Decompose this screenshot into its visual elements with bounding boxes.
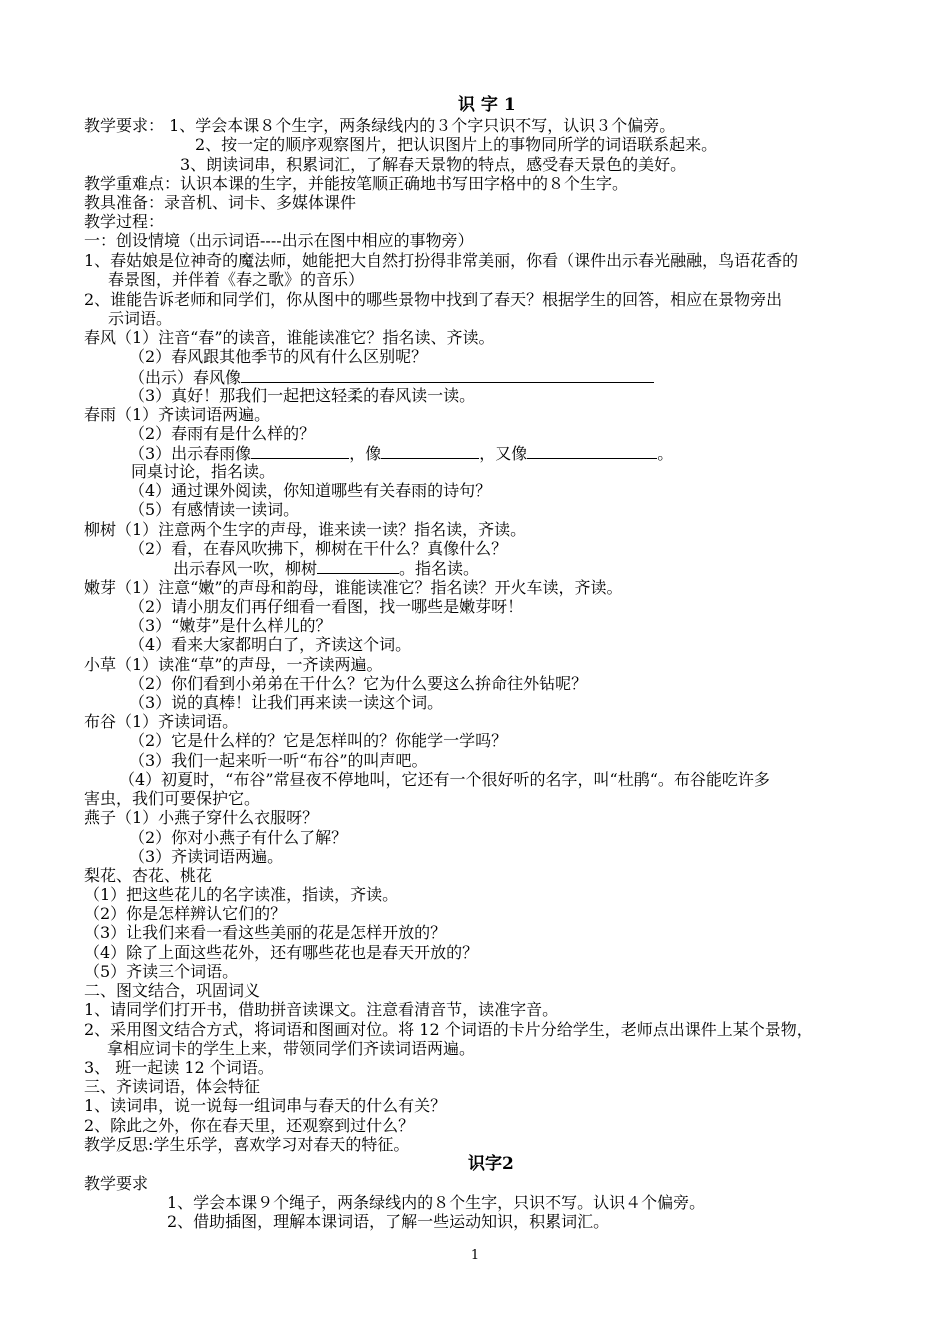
liushu-item-2: （2）看，在春风吹拂下，柳树在干什么？真像什么？ <box>129 539 508 558</box>
chunfeng-item-1: 春风（1）注音“春”的读音，谁能读准它？指名读、齐读。 <box>84 328 495 347</box>
chunyu-item-discussion: 同桌讨论，指名读。 <box>131 462 276 481</box>
section-2-item-1: 1、请同学们打开书，借助拼音读课文。注意看清音节，读准字音。 <box>84 1000 559 1019</box>
yanzi-item-3: （3）齐读词语两遍。 <box>129 847 284 866</box>
section-1-para-2-cont: 示词语。 <box>108 309 173 328</box>
chunyu-item-4: （4）通过课外阅读，你知道哪些有关春雨的诗句？ <box>129 481 492 500</box>
teaching-requirement-2: 2、按一定的顺序观察图片，把认识图片上的事物同所学的词语联系起来。 <box>195 135 718 154</box>
liushu-fill-end: 。指名读。 <box>399 559 480 578</box>
flowers-item-1: （1）把这些花儿的名字读准，指读，齐读。 <box>84 885 399 904</box>
chunyu-item-5: （5）有感情读一读词。 <box>129 500 300 519</box>
chunyu-fill-prompt: （3）出示春雨像 <box>129 444 252 463</box>
key-difficult-points: 教学重难点：认识本课的生字，并能按笔顺正确地书写田字格中的８个生字。 <box>84 174 629 193</box>
yanzi-item-2: （2）你对小燕子有什么了解？ <box>129 828 348 847</box>
bugu-item-3: （3）我们一起来听一听“布谷”的叫声吧。 <box>129 751 428 770</box>
chunfeng-item-4: （3）真好！那我们一起把这轻柔的春风读一读。 <box>129 386 476 405</box>
chunfeng-fill-prompt: （出示）春风像 <box>129 368 242 387</box>
yanzi-item-1: 燕子（1）小燕子穿什么衣服呀？ <box>84 808 319 827</box>
bugu-item-4: （4）初夏时，“布谷”常昼夜不停地叫，它还有一个很好听的名字，叫“杜鹃“。布谷能吃许多 <box>119 770 770 789</box>
fill-blank <box>251 443 349 459</box>
nenya-item-4: （4）看来大家都明白了，齐读这个词。 <box>129 635 412 654</box>
fill-blank <box>527 443 657 459</box>
nenya-item-3: （3）“嫩芽”是什么样儿的？ <box>129 616 332 635</box>
bugu-item-2: （2）它是什么样的？它是怎样叫的？你能学一学吗？ <box>129 731 508 750</box>
section-3-heading: 三、齐读词语，体会特征 <box>84 1077 261 1096</box>
lesson2-requirement-2: 2、借助插图，理解本课词语，了解一些运动知识，积累词汇。 <box>167 1212 610 1231</box>
xiaocao-item-3: （3）说的真棒！让我们再来读一读这个词。 <box>129 693 444 712</box>
chunyu-fill-prompt-3: ，又像 <box>479 444 528 463</box>
teaching-process-heading: 教学过程： <box>84 212 165 231</box>
nenya-item-2: （2）请小朋友们再仔细看一看图，找一哪些是嫩芽呀！ <box>129 597 524 616</box>
section-2-item-2: 2、采用图文结合方式，将词语和图画对位。将 12 个词语的卡片分给学生，老师点出课件上某个景物， <box>84 1020 813 1039</box>
bugu-item-4-cont: 害虫，我们可要保护它。 <box>84 789 261 808</box>
section-2-heading: 二、图文结合，巩固词义 <box>84 981 261 1000</box>
flowers-item-3: （3）让我们来看一看这些美丽的花是怎样开放的？ <box>84 923 447 942</box>
liushu-item-1: 柳树（1）注意两个生字的声母，谁来读一读？指名读，齐读。 <box>84 520 527 539</box>
chunyu-item-2: （2）春雨有是什么样的？ <box>129 424 316 443</box>
teaching-tools: 教具准备：录音机、词卡、多媒体课件 <box>84 193 357 212</box>
flowers-item-2: （2）你是怎样辨认它们的？ <box>84 904 287 923</box>
lesson1-title: 识 字 1 <box>458 95 516 115</box>
nenya-item-1: 嫩芽（1）注意“嫩”的声母和韵母，谁能读准它？指名读？开火车读，齐读。 <box>84 578 623 597</box>
flowers-item-5: （5）齐读三个词语。 <box>84 962 239 981</box>
xiaocao-item-2: （2）你们看到小弟弟在干什么？它为什么要这么拚命往外钻呢？ <box>129 674 588 693</box>
liushu-item-3 <box>173 558 479 578</box>
teaching-requirement-1: 教学要求： 1、学会本课８个生字，两条绿线内的３个字只识不写，认识３个偏旁。 <box>84 116 676 135</box>
flowers-item-4: （4）除了上面这些花外，还有哪些花也是春天开放的？ <box>84 943 479 962</box>
chunyu-fill-end: 。 <box>657 444 674 463</box>
bugu-item-1: 布谷（1）齐读词语。 <box>84 712 239 731</box>
chunyu-item-1: 春雨（1）齐读词语两遍。 <box>84 405 271 424</box>
lesson2-requirement-heading: 教学要求 <box>84 1174 149 1193</box>
section-2-item-2-cont: 拿相应词卡的学生上来，带领同学们齐读词语两遍。 <box>107 1039 476 1058</box>
page-number: 1 <box>470 1248 480 1263</box>
section-1-para-1: 1、春姑娘是位神奇的魔法师，她能把大自然打扮得非常美丽，你看（课件出示春光融融，鸟语花香的 <box>84 251 799 270</box>
chunyu-item-3 <box>129 443 673 463</box>
lesson2-requirement-1: 1、学会本课９个绳子，两条绿线内的８个生字，只识不写。认识４个偏旁。 <box>167 1193 706 1212</box>
liushu-fill-prompt: 出示春风一吹，柳树 <box>173 559 318 578</box>
chunfeng-item-2: （2）春风跟其他季节的风有什么区别呢？ <box>129 347 428 366</box>
xiaocao-item-1: 小草（1）读准“草”的声母，一齐读两遍。 <box>84 655 383 674</box>
teaching-reflection: 教学反思:学生乐学，喜欢学习对春天的特征。 <box>84 1135 410 1154</box>
teaching-requirement-3: 3、朗读词串，积累词汇，了解春天景物的特点，感受春天景色的美好。 <box>180 155 687 174</box>
chunyu-fill-prompt-2: ，像 <box>349 444 382 463</box>
section-1-para-2: 2、谁能告诉老师和同学们，你从图中的哪些景物中找到了春天？根据学生的回答，相应在景物旁出 <box>84 290 783 309</box>
fill-blank <box>241 367 654 383</box>
fill-blank <box>381 443 479 459</box>
section-1-heading: 一：创设情境（出示词语----出示在图中相应的事物旁） <box>84 231 474 250</box>
section-3-item-2: 2、除此之外，你在春天里，还观察到过什么？ <box>84 1116 415 1135</box>
section-2-item-3: 3、 班一起读 12 个词语。 <box>84 1058 274 1077</box>
section-1-para-1-cont: 春景图，并伴着《春之歌》的音乐） <box>108 270 365 289</box>
section-3-item-1: 1、读词串，说一说每一组词串与春天的什么有关？ <box>84 1096 447 1115</box>
lesson2-title: 识字2 <box>468 1154 514 1174</box>
fill-blank <box>317 558 399 574</box>
chunfeng-item-3 <box>129 367 654 387</box>
flowers-heading: 梨花、杏花、桃花 <box>84 866 213 885</box>
